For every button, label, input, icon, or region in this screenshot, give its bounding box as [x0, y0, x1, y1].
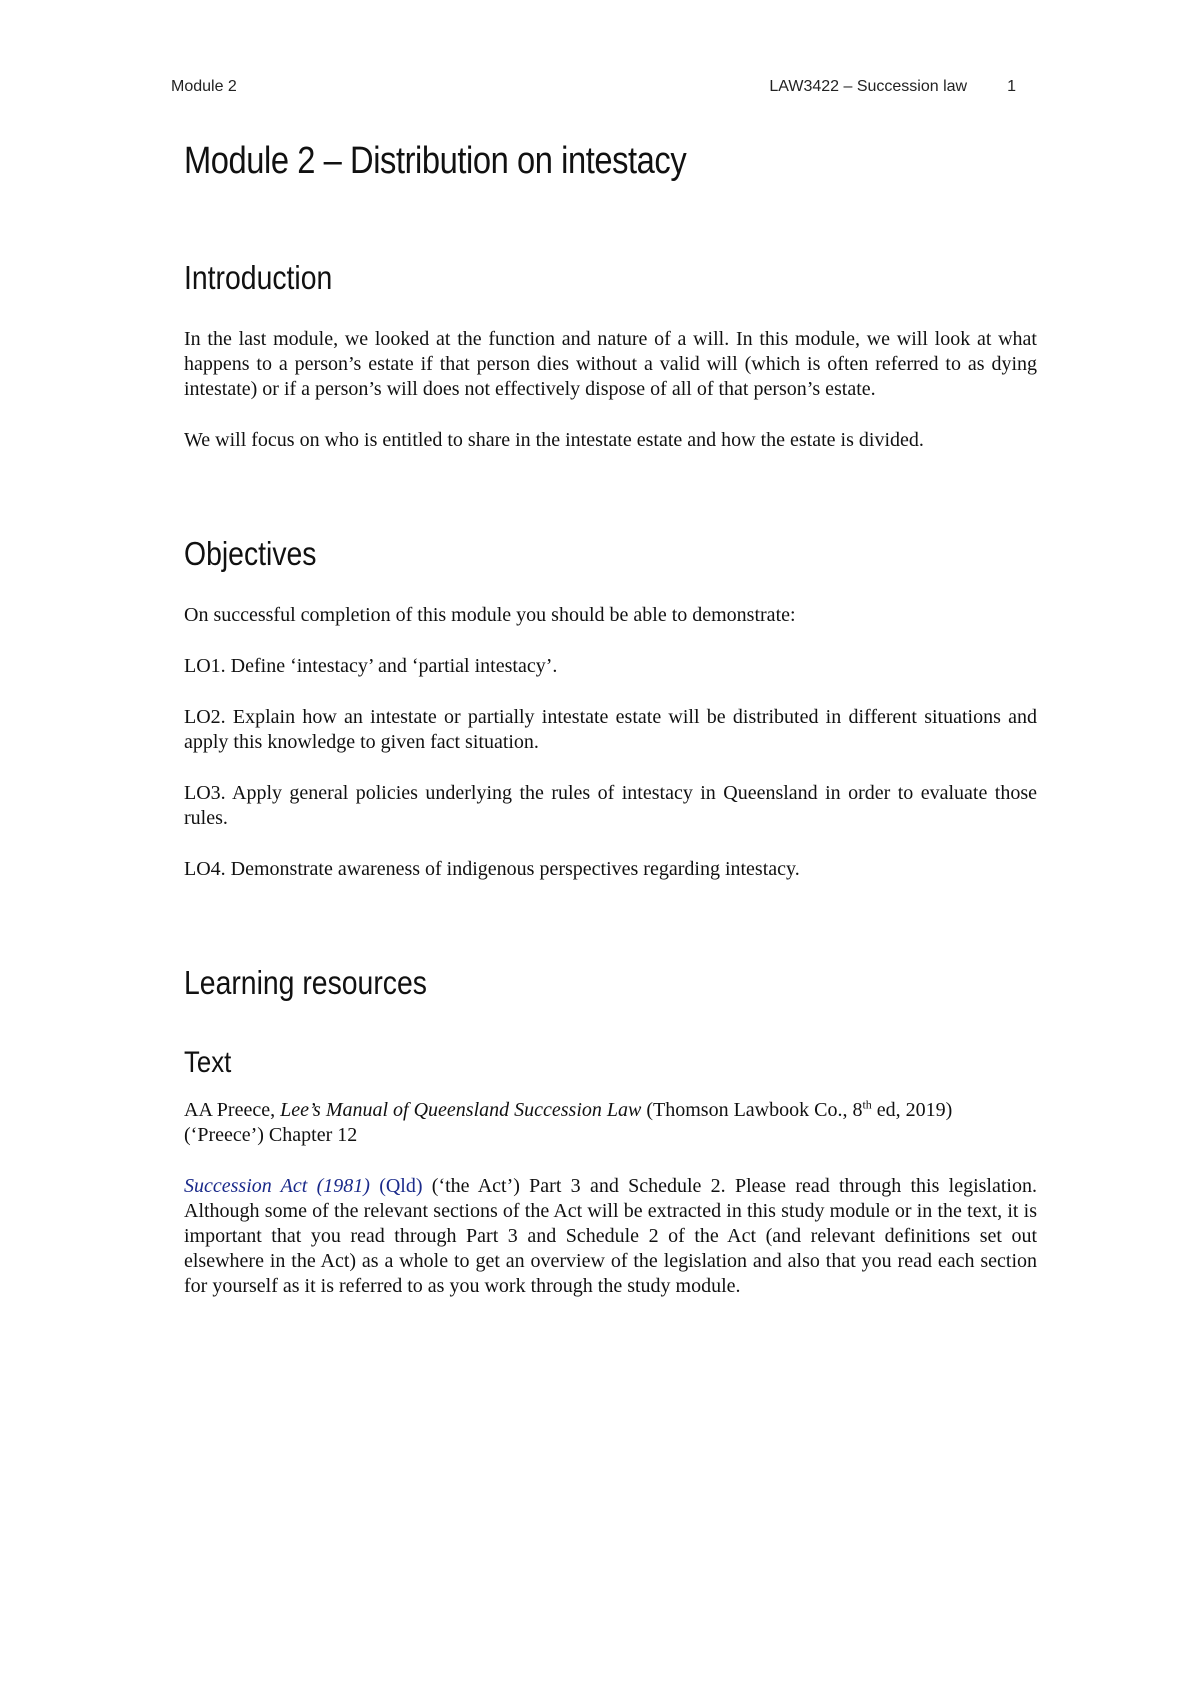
objective-lo3: LO3. Apply general policies underlying the rules of intestacy in Queensland in order to evaluate those rules. [184, 782, 1037, 829]
text-subheading: Text [184, 1046, 232, 1079]
act-reference [184, 1174, 1037, 1299]
succession-act-link-jurisdiction: (Qld) [369, 1175, 423, 1197]
header-module: Module 2 [171, 78, 237, 95]
preece-edition-superscript: th [862, 1097, 872, 1112]
subsection-spacer [184, 1032, 1037, 1046]
introduction-paragraph-2: We will focus on who is entitled to share in the intestate estate and how the estate is divided. [184, 429, 924, 451]
objectives-intro: On successful completion of this module you should be able to demonstrate: [184, 604, 796, 626]
objective-lo2: LO2. Explain how an intestate or partially intestate estate will be distributed in different situations and apply this knowledge to given fact situation. [184, 706, 1037, 753]
running-header [171, 78, 1016, 100]
page-title: Module 2 – Distribution on intestacy [184, 140, 687, 182]
introduction-heading: Introduction [184, 259, 333, 296]
section-spacer [184, 908, 1037, 964]
header-course: LAW3422 – Succession law [769, 78, 968, 95]
header-page-number: 1 [1007, 78, 1016, 95]
preece-reference [184, 1098, 1037, 1148]
section-spacer [184, 479, 1037, 535]
introduction-paragraph-1: In the last module, we looked at the function and nature of a will. In this module, we will look at what happens to a person’s estate if that person dies without a valid will (which is often referred to as dying intestate) or if a person’s will does not effectively dispose of all of that person’s estate. [184, 328, 1037, 400]
document-body [184, 140, 1037, 1325]
objective-lo4: LO4. Demonstrate awareness of indigenous perspectives regarding intestacy. [184, 858, 800, 880]
act-reference-text: (‘the Act’) Part 3 and Schedule 2. Please read through this legislation. Although some of the relevant sections of the Act will be extracted in this study module or in the text, it is important that you read through Part 3 and Schedule 2 of the Act (and relevant definitions set out elsewhere in the Act) as a whole to get an overview of the legislation and also that you read each section for yourself as it is referred to as you work through the study module. [184, 1175, 1037, 1297]
objective-lo1: LO1. Define ‘intestacy’ and ‘partial intestacy’. [184, 655, 558, 677]
succession-act-link-title: Succession Act (1981) [184, 1175, 370, 1197]
header-course-and-page [769, 78, 1016, 96]
succession-act-link[interactable] [184, 1175, 423, 1197]
preece-details-end: ed, 2019) (‘Preece’) Chapter 12 [184, 1099, 953, 1146]
preece-title: Lee’s Manual of Queensland Succession Law [280, 1099, 642, 1121]
preece-details: (Thomson Lawbook Co., 8 [641, 1099, 863, 1121]
preece-author: AA Preece, [184, 1099, 281, 1121]
learning-resources-heading: Learning resources [184, 964, 427, 1001]
objectives-heading: Objectives [184, 535, 317, 572]
